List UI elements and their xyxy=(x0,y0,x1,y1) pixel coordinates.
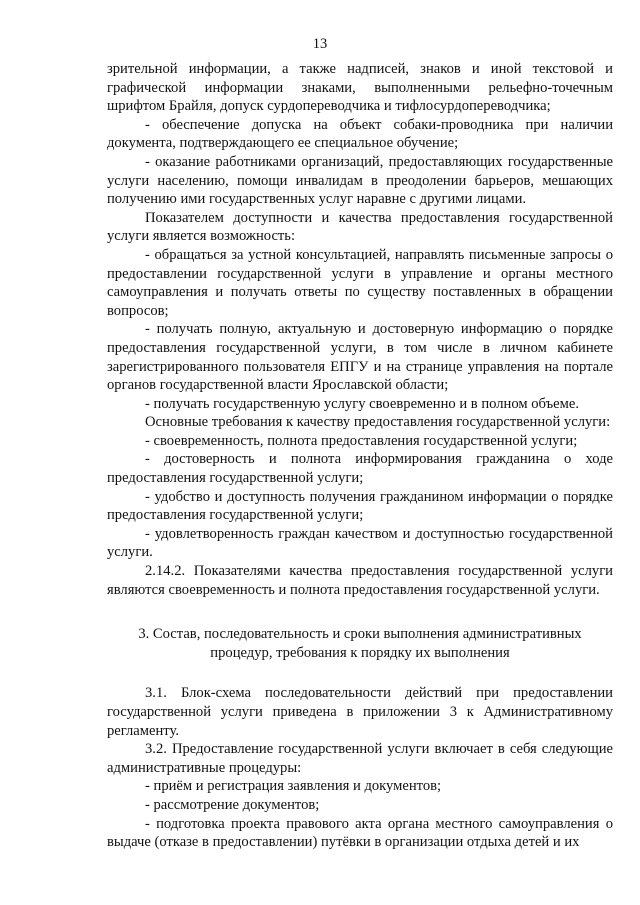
paragraph: зрительной информации, а также надписей, знаков и иной текстовой и графической информации знаками, выполненными рельефно-точечным шрифтом Брайля, допуск сурдопереводчика и тифлосурдопереводчика; xyxy=(107,61,613,115)
paragraph: - подготовка проекта правового акта органа местного самоуправления о выдаче (отказе в предоставлении) путёвки в организации отдыха детей и их xyxy=(107,815,613,851)
paragraph: - обращаться за устной консультацией, направлять письменные запросы о предоставлении государственной услуги в управление и органы местного самоуправления и получать ответы по существу поставленных в обращении вопросов; xyxy=(107,246,613,319)
page-number: 13 xyxy=(312,36,328,52)
paragraph: - приём и регистрация заявления и документов; xyxy=(145,778,442,795)
paragraph: Основные требования к качеству предоставления государственной услуги: xyxy=(145,414,611,431)
paragraph: - обеспечение допуска на объект собаки-проводника при наличии документа, подтверждающего ее специальное обучение; xyxy=(107,116,613,152)
paragraph: - удовлетворенность граждан качеством и доступностью государственной услуги. xyxy=(107,525,613,561)
paragraph: - оказание работниками организаций, предоставляющих государственные услуги населению, помощи инвалидам в преодолении барьеров, мешающих получению ими государственных услуг наравне с другими лицами. xyxy=(107,153,613,208)
paragraph: Показателем доступности и качества предоставления государственной услуги является возможность: xyxy=(107,209,613,245)
paragraph: 3.2. Предоставление государственной услуги включает в себя следующие административные процедуры: xyxy=(107,741,613,776)
paragraph: - достоверность и полнота информирования гражданина о ходе предоставления государственной услуги; xyxy=(107,451,613,487)
paragraph: - получать государственную услугу своевременно и в полном объеме. xyxy=(145,395,579,412)
section-heading-line: процедур, требования к порядку их выполнения xyxy=(210,644,510,661)
document-body xyxy=(107,60,613,852)
paragraph: - рассмотрение документов; xyxy=(145,796,320,813)
paragraph: - своевременность, полнота предоставления государственной услуги; xyxy=(145,432,578,449)
paragraph: 3.1. Блок-схема последовательности действий при предоставлении государственной услуги приведена в приложении 3 к Административному регламенту. xyxy=(107,685,613,739)
paragraph: 2.14.2. Показателями качества предоставления государственной услуги являются своевременность и полнота предоставления государственной услуги. xyxy=(107,563,613,598)
section-heading xyxy=(107,625,613,662)
paragraph: - получать полную, актуальную и достоверную информацию о порядке предоставления государственной услуги, в том числе в личном кабинете зарегистрированного пользователя ЕПГУ и на странице управления на портале органов государственной власти Ярославской области; xyxy=(107,321,613,394)
section-heading-line: 3. Состав, последовательность и сроки выполнения административных xyxy=(138,626,582,643)
paragraph: - удобство и доступность получения гражданином информации о порядке предоставления государственной услуги; xyxy=(107,488,613,524)
